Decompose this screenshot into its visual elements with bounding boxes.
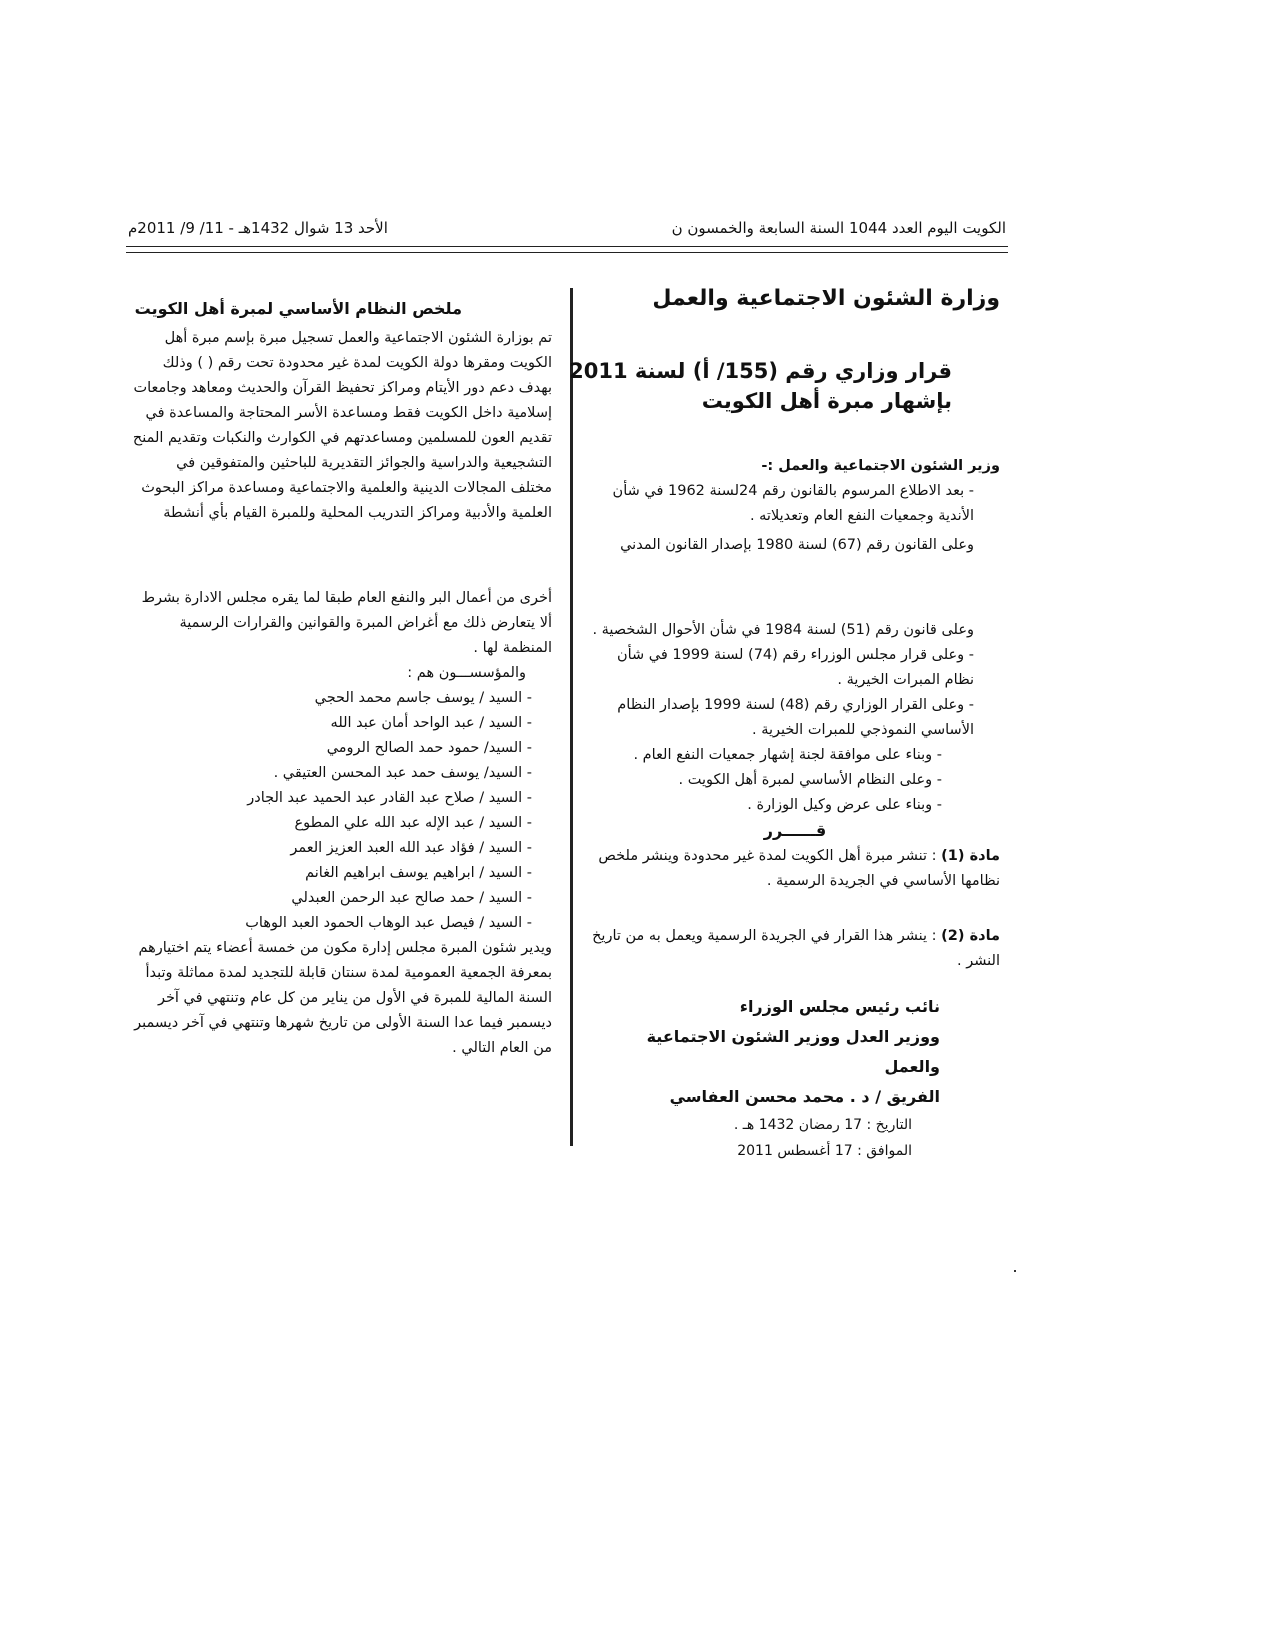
signature-line-1: نائب رئيس مجلس الوزراء <box>739 997 940 1016</box>
founders-intro: والمؤسســـون هم : <box>407 665 526 681</box>
founder-item: - السيد / عبد الواحد أمان عبد الله <box>330 715 532 731</box>
date-hijri: التاريخ : 17 رمضان 1432 هـ . <box>733 1117 912 1133</box>
date-gregorian: الموافق : 17 أغسطس 2011 <box>737 1143 912 1159</box>
recital-4: - وعلى قرار مجلس الوزراء رقم (74) لسنة 1999 في شأن نظام المبرات الخيرية . <box>616 647 974 688</box>
founder-item: - السيد / فؤاد عبد الله العبد العزيز العمر <box>290 840 532 856</box>
recital-8: - وبناء على عرض وكيل الوزارة . <box>747 797 942 813</box>
decree-title <box>569 356 952 416</box>
founder-item: - السيد / يوسف جاسم محمد الحجي <box>314 690 532 706</box>
founder-item: - السيد / عبد الإله عبد الله علي المطوع <box>294 815 532 831</box>
founder-item: - السيد / حمد صالح عبد الرحمن العبدلي <box>291 890 532 906</box>
founder-item: - السيد / فيصل عبد الوهاب الحمود العبد الوهاب <box>245 915 532 931</box>
recital-2: وعلى القانون رقم (67) لسنة 1980 بإصدار القانون المدني <box>620 537 974 553</box>
decision-heading: قــــــرر <box>763 821 827 840</box>
recital-3: وعلى قانون رقم (51) لسنة 1984 في شأن الأحوال الشخصية . <box>592 622 974 638</box>
summary-paragraph-3: ويدير شئون المبرة مجلس إدارة مكون من خمسة أعضاء يتم اختيارهم بمعرفة الجمعية العمومية لمدة سنتان قابلة للتجديد لمدة مماثلة وتبدأ السنة المالية للمبرة في الأول من يناير من كل عام وتنتهي في آخر ديسمبر فيما عدا السنة الأولى من تاريخ شهرها وتنتهي في آخر ديسمبر من العام التالي . <box>134 940 552 1056</box>
article-1 <box>590 844 1000 894</box>
signature-line-3: الفريق / د . محمد محسن العفاسي <box>669 1087 940 1106</box>
founders-list <box>132 686 552 936</box>
signature-line-2: ووزير العدل ووزير الشئون الاجتماعية والعمل <box>646 1027 940 1076</box>
scan-speck <box>1014 1270 1016 1272</box>
article-2-label: مادة (2) <box>941 928 1000 944</box>
recital-7: - وعلى النظام الأساسي لمبرة أهل الكويت . <box>678 772 942 788</box>
summary-column <box>132 296 552 1061</box>
ministry-title: وزارة الشئون الاجتماعية والعمل <box>652 286 1000 311</box>
article-2-text: : ينشر هذا القرار في الجريدة الرسمية ويعمل به من تاريخ النشر . <box>592 928 1000 969</box>
founder-item: - السيد / ابراهيم يوسف ابراهيم الغانم <box>305 865 532 881</box>
signature-block <box>590 992 940 1112</box>
page-header <box>128 214 1006 242</box>
decree-title-line1: قرار وزاري رقم (155/ أ) لسنة 2011 <box>569 359 952 383</box>
founder-item: - السيد/ حمود حمد الصالح الرومي <box>326 740 532 756</box>
decree-opening: وزير الشئون الاجتماعية والعمل :- <box>761 458 1000 474</box>
founder-item: - السيد / صلاح عبد القادر عبد الحميد عبد الجادر <box>247 790 532 806</box>
summary-paragraph-1: تم بوزارة الشئون الاجتماعية والعمل تسجيل مبرة بإسم مبرة أهل الكويت ومقرها دولة الكويت لمدة غير محدودة تحت رقم ( ) وذلك بهدف دعم دور الأيتام ومراكز تحفيظ القرآن والحديث ومعاهد وجامعات إسلامية داخل الكويت فقط ومساعدة الأسر المحتاجة والمساعدة في تقديم العون للمسلمين ومساعدتهم في الكوارث والنكبات وتقديم المنح التشجيعية والدراسية والجوائز التقديرية للباحثين والمتفوقين في مختلف المجالات الدينية والعلمية والاجتماعية ومساعدة مراكز البحوث العلمية والأدبية ومراكز التدريب المحلية وللمبرة القيام بأي أنشطة <box>132 330 552 521</box>
column-divider <box>570 288 573 1146</box>
recital-6: - وبناء على موافقة لجنة إشهار جمعيات النفع العام . <box>633 747 942 763</box>
decree-dates <box>590 1112 912 1164</box>
summary-title: ملخص النظام الأساسي لمبرة أهل الكويت <box>134 299 462 318</box>
recital-1: - بعد الاطلاع المرسوم بالقانون رقم 24لسنة 1962 في شأن الأندية وجمعيات النفع العام وتعديلاته . <box>612 483 974 524</box>
header-issue-info: الكويت اليوم العدد 1044 السنة السابعة والخمسون ن <box>671 219 1006 237</box>
decree-column <box>569 282 1000 1164</box>
article-2 <box>590 924 1000 974</box>
header-double-rule <box>126 246 1008 253</box>
article-1-label: مادة (1) <box>941 848 1000 864</box>
founder-item: - السيد/ يوسف حمد عبد المحسن العتيقي . <box>273 765 532 781</box>
decree-title-line2: بإشهار مبرة أهل الكويت <box>701 389 952 413</box>
summary-paragraph-2: أخرى من أعمال البر والنفع العام طبقا لما يقره مجلس الادارة بشرط ألا يتعارض ذلك مع أغراض المبرة والقوانين والقرارات الرسمية المنظمة لها . <box>141 590 552 656</box>
article-1-text: : تنشر مبرة أهل الكويت لمدة غير محدودة وينشر ملخص نظامها الأساسي في الجريدة الرسمية . <box>598 848 1000 889</box>
header-date: الأحد 13 شوال 1432هـ - 11/ 9/ 2011م <box>128 219 388 237</box>
recital-5: - وعلى القرار الوزاري رقم (48) لسنة 1999 بإصدار النظام الأساسي النموذجي للمبرات الخيرية . <box>617 697 974 738</box>
